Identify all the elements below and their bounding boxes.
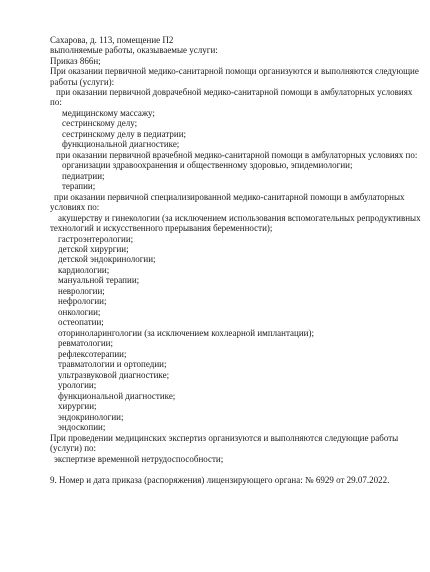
list-item: медицинскому массажу; [62, 108, 155, 118]
list-item: детской эндокринологии; [58, 254, 156, 264]
list-item: эндокринологии; [58, 412, 124, 422]
section-heading: При проведении медицинских экспертиз организуются и выполняются следующие работы [50, 433, 399, 443]
list-item: неврологии; [58, 286, 105, 296]
address-line: Сахарова, д. 113, помещение П2 [50, 35, 174, 45]
list-item: рефлексотерапии; [58, 349, 127, 359]
list-item: кардиологии; [58, 265, 110, 275]
subsection-heading: при оказании первичной доврачебной медико-санитарной помощи в амбулаторных условиях [56, 87, 413, 97]
order-line: Приказ 866н; [50, 56, 101, 66]
subsection-heading: при оказании первичной врачебной медико-санитарной помощи в амбулаторных условиях по: [56, 150, 418, 160]
list-item: функциональной диагностике; [62, 139, 180, 149]
list-item: детской хирургии; [58, 244, 129, 254]
list-item: акушерству и гинекологии (за исключением использования вспомогательных репродуктивных [58, 213, 421, 223]
subsection-heading: по: [50, 97, 62, 107]
list-item: остеопатии; [58, 317, 104, 327]
subsection-heading: условиях по: [50, 202, 100, 212]
section-heading: При оказании первичной медико-санитарной помощи организуются и выполняются следующие [50, 66, 419, 76]
order-number-line: 9. Номер и дата приказа (распоряжения) лицензирующего органа: № 6929 от 29.07.2022. [50, 475, 390, 485]
list-item: технологий и искусственного прерывания беременности); [50, 223, 273, 233]
subsection-heading: при оказании первичной специализированной медико-санитарной помощи в амбулаторных [54, 192, 405, 202]
list-item: экспертизе временной нетрудоспособности; [54, 454, 224, 464]
list-item: ревматологии; [58, 338, 113, 348]
list-item: онкологии; [58, 307, 101, 317]
text-line: выполняемые работы, оказываемые услуги: [50, 45, 218, 55]
section-heading: (услуги) по: [50, 443, 97, 453]
list-item: нефрологии; [58, 296, 107, 306]
list-item: сестринскому делу в педиатрии; [62, 129, 187, 139]
list-item: гастроэнтерологии; [58, 234, 134, 244]
list-item: организации здравоохранения и общественному здоровью, эпидемиологии; [62, 160, 353, 170]
list-item: урологии; [58, 380, 97, 390]
list-item: терапии; [62, 181, 96, 191]
list-item: эндоскопии; [58, 422, 106, 432]
list-item: хирургии; [58, 401, 97, 411]
list-item: сестринскому делу; [62, 118, 138, 128]
list-item: педиатрии; [62, 171, 105, 181]
list-item: функциональной диагностике; [58, 391, 176, 401]
list-item: ультразвуковой диагностике; [58, 370, 170, 380]
list-item: мануальной терапии; [58, 275, 140, 285]
list-item: травматологии и ортопедии; [58, 359, 167, 369]
list-item: оториноларингологии (за исключением кохлеарной имплантации); [58, 328, 314, 338]
section-heading: работы (услуги): [50, 77, 115, 87]
